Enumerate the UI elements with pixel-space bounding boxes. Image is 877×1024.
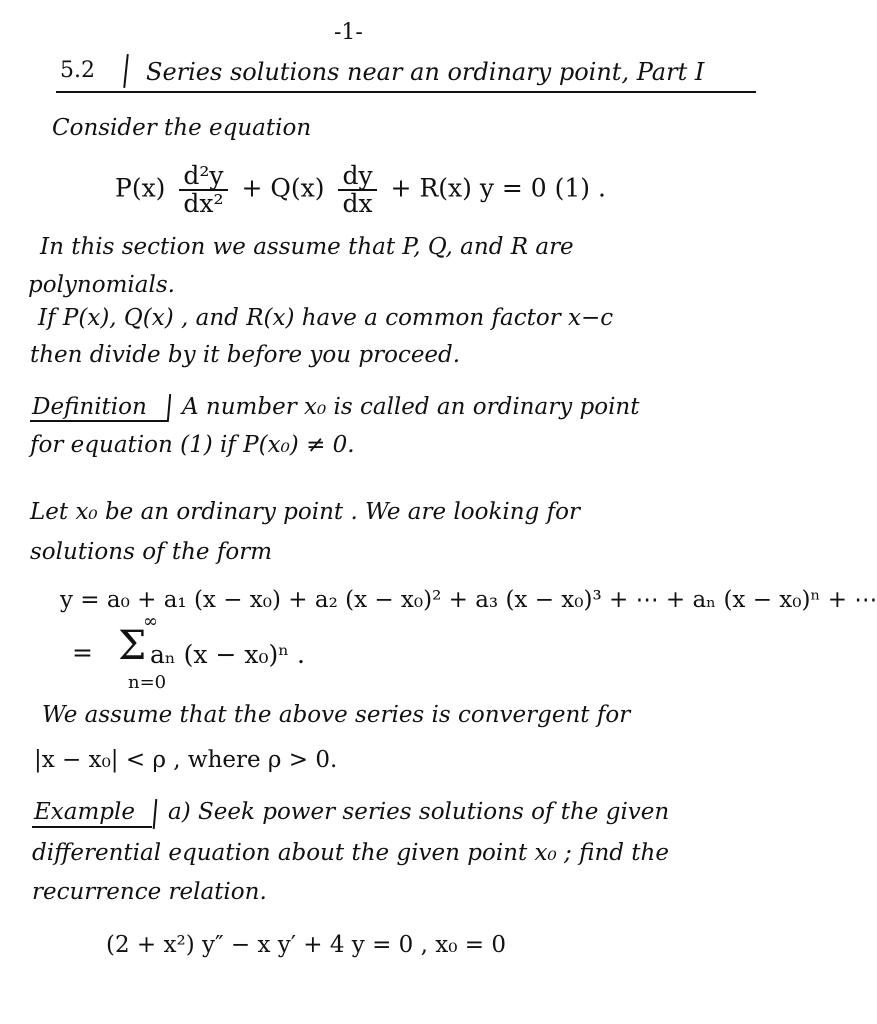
example-separator	[153, 799, 158, 829]
eq1-first-derivative	[338, 163, 376, 217]
eq1-dy: dy	[338, 163, 376, 191]
series-expansion: y = a₀ + a₁ (x − x₀) + a₂ (x − x₀)² + a₃ (x − x₀)³ + ⋯ + aₙ (x − x₀)ⁿ + ⋯	[60, 587, 877, 613]
ordinary-point-line-2: solutions of the form	[30, 539, 273, 565]
equation-1	[115, 163, 606, 217]
page-number: -1-	[334, 20, 363, 45]
sum-lower-limit: n=0	[128, 672, 167, 693]
sum-upper-limit: ∞	[143, 611, 158, 632]
assumption-line-1: In this section we assume that P, Q, and R are	[40, 234, 574, 260]
example-equation: (2 + x²) y″ − x y′ + 4 y = 0 , x₀ = 0	[106, 932, 506, 958]
section-number: 5.2	[60, 58, 95, 83]
common-factor-line-2: then divide by it before you proceed.	[30, 342, 461, 368]
title-underline	[56, 91, 756, 93]
eq1-dx2: dx²	[183, 189, 224, 218]
definition-line-1: A number x₀ is called an ordinary point	[182, 394, 640, 420]
example-line-3: recurrence relation.	[32, 879, 267, 905]
example-label: Example	[34, 799, 135, 825]
section-number-separator	[123, 54, 129, 88]
eq1-second-derivative	[179, 163, 227, 217]
assumption-line-2: polynomials.	[28, 272, 175, 298]
series-sum-equals: =	[72, 638, 93, 667]
eq1-dx: dx	[342, 189, 373, 218]
common-factor-line-1: If P(x), Q(x) , and R(x) have a common factor x−c	[38, 305, 614, 331]
section-title: Series solutions near an ordinary point, Part I	[146, 58, 705, 86]
convergence-line-2: |x − x₀| < ρ , where ρ > 0.	[34, 747, 338, 773]
eq1-q: + Q(x)	[241, 173, 325, 203]
definition-label: Definition	[32, 394, 147, 420]
convergence-line-1: We assume that the above series is convergent for	[42, 702, 631, 728]
intro-text: Consider the equation	[52, 115, 312, 141]
eq1-p: P(x)	[115, 173, 166, 203]
sigma-symbol: Σ	[118, 623, 147, 669]
definition-line-2: for equation (1) if P(x₀) ≠ 0.	[30, 432, 355, 458]
example-line-2: differential equation about the given point x₀ ; find the	[32, 840, 669, 866]
eq1-tail: + R(x) y = 0 (1) .	[390, 173, 606, 203]
definition-underline	[30, 420, 168, 422]
eq1-d2y: d²y	[179, 163, 227, 191]
sum-term: aₙ (x − x₀)ⁿ .	[150, 640, 305, 669]
example-underline	[32, 826, 152, 828]
example-line-1: a) Seek power series solutions of the given	[168, 799, 670, 825]
definition-separator	[167, 394, 171, 422]
ordinary-point-line-1: Let x₀ be an ordinary point . We are looking for	[30, 499, 580, 525]
